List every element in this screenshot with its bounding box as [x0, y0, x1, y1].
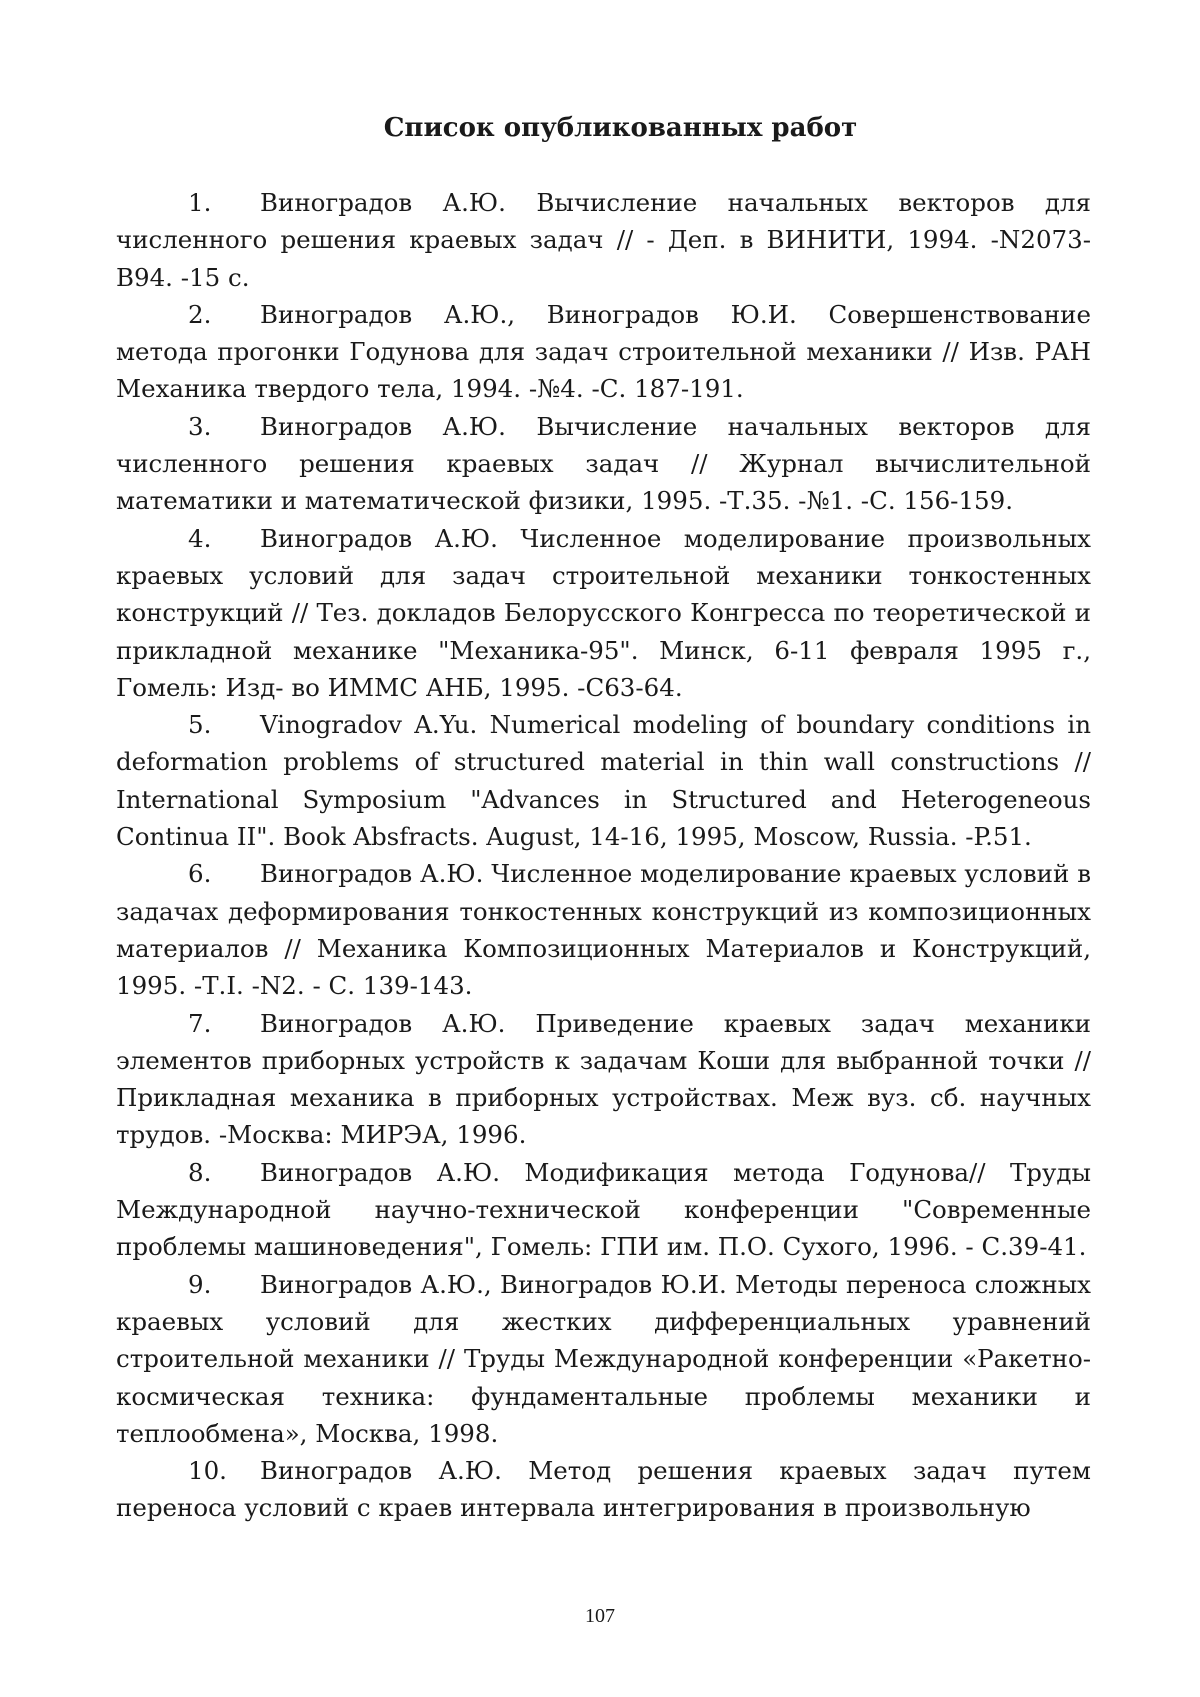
item-number: 8. [188, 1157, 212, 1187]
publication-list [116, 184, 1091, 1527]
list-item [116, 184, 1091, 296]
item-number: 7. [188, 1008, 212, 1038]
item-text: Виноградов А.Ю. Вычисление начальных векторов для численного решения краевых задач // - Деп. в ВИНИТИ, 1994. -N2073-B94. -15 с. [116, 188, 1091, 292]
list-item [116, 706, 1091, 855]
item-text: Vinogradov A.Yu. Numerical modeling of boundary conditions in deformation problems of structured material in thin wall constructions // International Symposium "Advances in Structured and Heterogeneous Continua II". Book Absfracts. August, 14-16, 1995, Moscow, Russia. -P.51. [116, 710, 1091, 852]
item-number: 1. [188, 188, 212, 217]
list-item [116, 1452, 1091, 1527]
page-title: Список опубликованных работ [383, 113, 858, 143]
list-item [116, 520, 1091, 706]
list-item [116, 1005, 1091, 1154]
item-text: Виноградов А.Ю. Модификация метода Годунова// Труды Международной научно-технической конференции "Современные проблемы машиноведения", Гомель: ГПИ им. П.О. Сухого, 1996. - С.39-41. [116, 1157, 1091, 1262]
item-number: 4. [188, 523, 212, 553]
list-item [116, 1154, 1091, 1266]
item-number: 3. [188, 411, 212, 441]
document-page [116, 110, 1091, 1527]
item-number: 5. [188, 710, 212, 740]
item-number: 10. [188, 1456, 227, 1486]
item-text: Виноградов А.Ю. Метод решения краевых задач путем переноса условий с краев интервала интегрирования в произвольную [116, 1456, 1091, 1523]
item-text: Виноградов А.Ю. Приведение краевых задач механики элементов приборных устройств к задачам Коши для выбранной точки // Прикладная механика в приборных устройствах. Меж вуз. сб. научных трудов. -Москва: МИРЭА, 1996. [116, 1008, 1091, 1150]
item-text: Виноградов А.Ю. Численное моделирование краевых условий в задачах деформирования тонкостенных конструкций из композиционных материалов // Механика Композиционных Материалов и Конструкций, 1995. -Т.I. -N2. - С. 139-143. [116, 859, 1091, 1001]
item-text: Виноградов А.Ю., Виноградов Ю.И. Совершенствование метода прогонки Годунова для задач строительной механики // Изв. РАН Механика твердого тела, 1994. -№4. -С. 187-191. [116, 299, 1091, 404]
page-number: 107 [585, 1605, 615, 1627]
list-item [116, 296, 1091, 408]
item-number: 9. [188, 1269, 212, 1299]
item-number: 6. [188, 859, 212, 889]
list-item [116, 855, 1091, 1004]
item-text: Виноградов А.Ю., Виноградов Ю.И. Методы переноса сложных краевых условий для жестких дифференциальных уравнений строительной механики // Труды Международной конференции «Ракетно-космическая техника: фундаментальные проблемы механики и теплообмена», Москва, 1998. [116, 1269, 1091, 1448]
item-number: 2. [188, 299, 212, 329]
item-text: Виноградов А.Ю. Вычисление начальных векторов для численного решения краевых задач // Журнал вычислительной математики и математической физики, 1995. -Т.35. -№1. -С. 156-159. [116, 411, 1091, 516]
list-item [116, 1266, 1091, 1452]
list-item [116, 408, 1091, 520]
item-text: Виноградов А.Ю. Численное моделирование произвольных краевых условий для задач строительной механики тонкостенных конструкций // Тез. докладов Белорусского Конгресса по теоретической и прикладной механике "Механика-95". Минск, 6-11 февраля 1995 г., Гомель: Изд- во ИММС АНБ, 1995. -С63-64. [116, 523, 1091, 702]
